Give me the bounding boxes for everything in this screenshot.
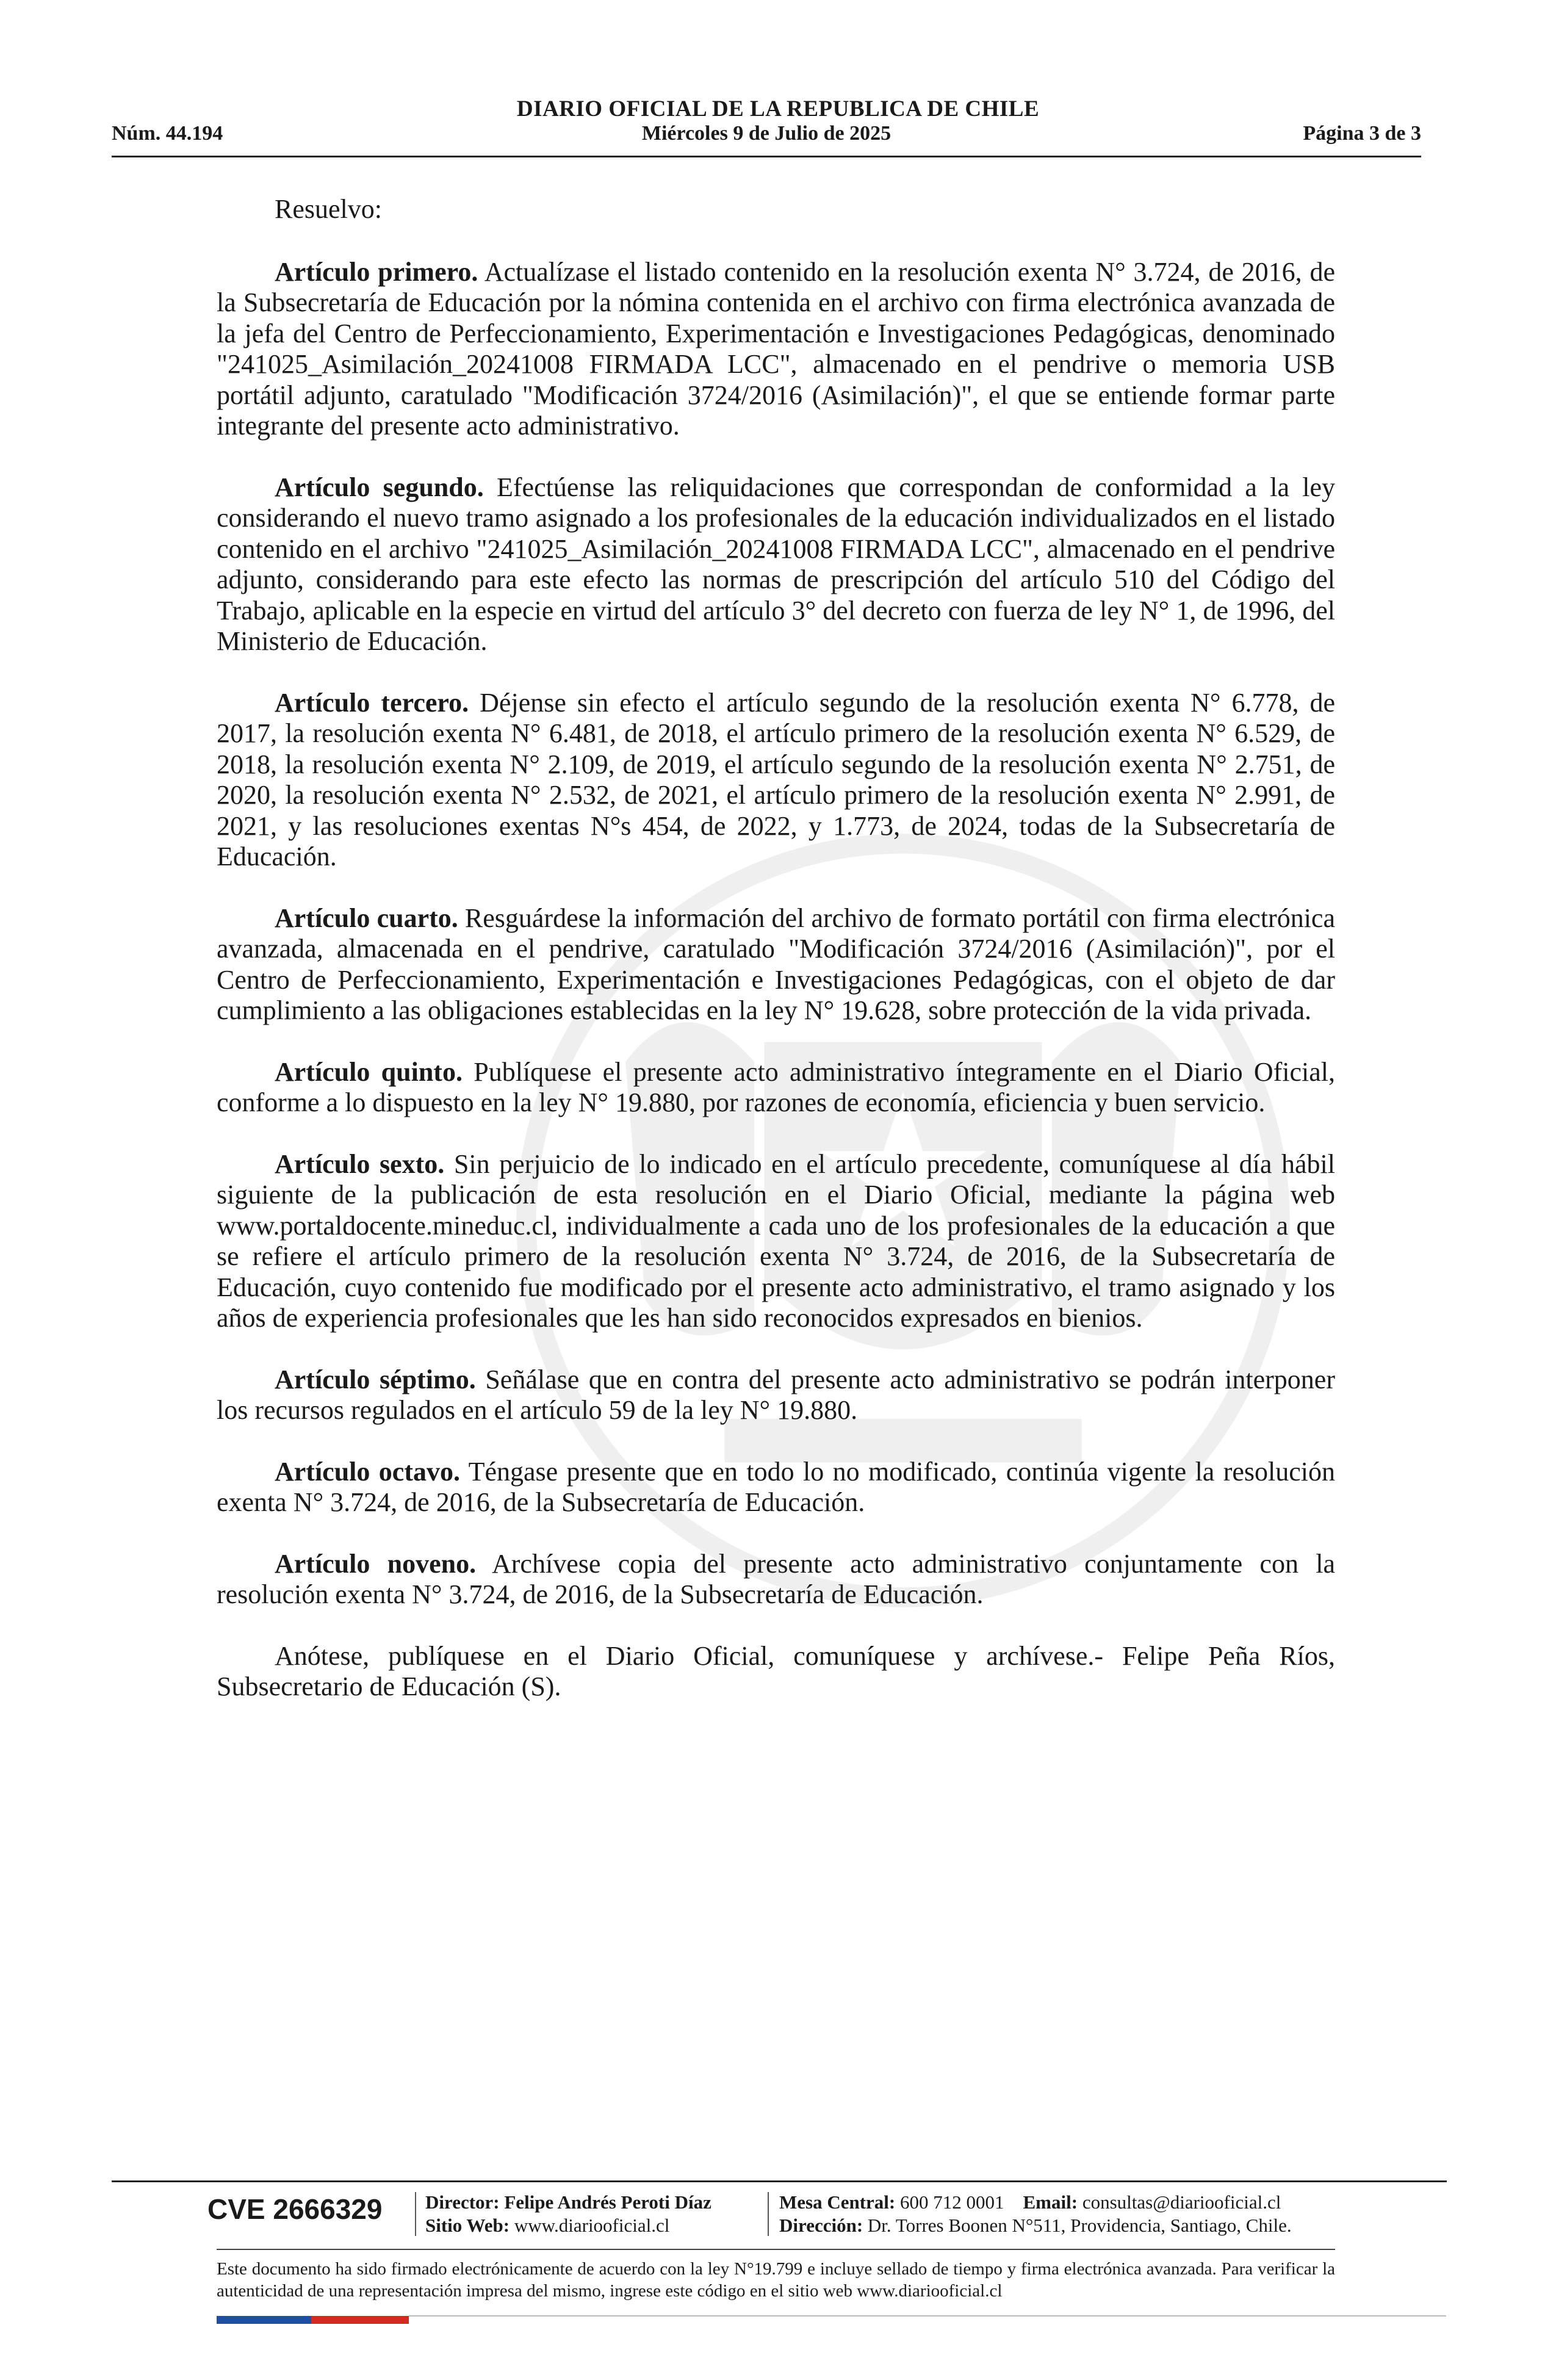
article-heading: Artículo séptimo. xyxy=(275,1364,476,1394)
resolution-body xyxy=(217,194,1335,1733)
article-text: Déjense sin efecto el artículo segundo de la resolución exenta N° 6.778, de 2017, la resolución exenta N° 6.481, de 2018, el artículo primero de la resolución exenta N° 6.529, de 2018, la resolución exenta N° 2.109, de 2019, el artículo segundo de la resolución exenta N° 2.751, de 2020, la resolución exenta N° 2.532, de 2021, el artículo primero de la resolución exenta N° 2.991, de 2021, y las resoluciones exentas N°s 454, de 2022, y 1.773, de 2024, todas de la Subsecretaría de Educación. xyxy=(217,687,1335,871)
header-row xyxy=(112,122,1421,149)
article-heading: Artículo primero. xyxy=(275,256,478,287)
flag-blue-segment xyxy=(217,2316,311,2324)
article-paragraph xyxy=(217,903,1335,1026)
article-text: Señálase que en contra del presente acto administrativo se podrán interponer los recursos regulados en el artículo 59 de la ley N° 19.880. xyxy=(217,1364,1335,1425)
resuelvo-label: Resuelvo: xyxy=(275,194,382,224)
director-label: Director: xyxy=(425,2191,500,2213)
footer-note-divider xyxy=(217,2249,1335,2250)
issue-date: Miércoles 9 de Julio de 2025 xyxy=(641,122,891,145)
article-paragraph xyxy=(217,472,1335,657)
article-heading: Artículo noveno. xyxy=(275,1548,477,1579)
director-line xyxy=(425,2191,711,2214)
phone-number: 600 712 0001 xyxy=(900,2191,1004,2213)
footer-contact-block xyxy=(779,2191,1292,2237)
address-label: Dirección: xyxy=(779,2215,863,2236)
contact-line xyxy=(779,2191,1292,2214)
article-paragraph xyxy=(217,1365,1335,1426)
article-heading: Artículo cuarto. xyxy=(275,903,458,933)
article-paragraph xyxy=(217,1057,1335,1119)
email-link[interactable]: consultas@diariooficial.cl xyxy=(1082,2191,1281,2213)
cve-code: CVE 2666329 xyxy=(207,2193,383,2225)
website-link[interactable]: www.diariooficial.cl xyxy=(514,2215,670,2236)
article-heading: Artículo octavo. xyxy=(275,1456,460,1487)
footer-bottom-rule xyxy=(409,2315,1446,2317)
article-paragraph xyxy=(217,688,1335,873)
website-line xyxy=(425,2214,711,2237)
footer-separator xyxy=(768,2192,769,2236)
address-value: Dr. Torres Boonen N°511, Providencia, Santiago, Chile. xyxy=(867,2215,1292,2236)
page-number: Página 3 de 3 xyxy=(1303,122,1421,145)
director-name: Felipe Andrés Peroti Díaz xyxy=(504,2191,711,2213)
article-text: Publíquese el presente acto administrativo íntegramente en el Diario Oficial, conforme a lo dispuesto en la ley N° 19.880, por razones de economía, eficiencia y buen servicio. xyxy=(217,1056,1335,1117)
article-heading: Artículo quinto. xyxy=(275,1056,463,1087)
article-heading: Artículo segundo. xyxy=(275,472,484,502)
article-paragraph xyxy=(217,1149,1335,1334)
footer-separator xyxy=(415,2192,416,2236)
flag-red-segment xyxy=(311,2316,409,2324)
article-text: Archívese copia del presente acto administrativo conjuntamente con la resolución exenta N° 3.724, de 2016, de la Subsecretaría de Educación. xyxy=(217,1548,1335,1609)
article-paragraph xyxy=(217,1457,1335,1518)
article-heading: Artículo tercero. xyxy=(275,687,469,718)
signature-note: Este documento ha sido firmado electrónicamente de acuerdo con la ley N°19.799 e incluye sellado de tiempo y firma electrónica avanzada. Para verificar la autenticidad de una representación impresa del mismo, ingrese este código en el sitio web www.diariooficial.cl xyxy=(217,2259,1335,2301)
footer-director-block xyxy=(425,2191,711,2237)
closing-paragraph: Anótese, publíquese en el Diario Oficial, comuníquese y archívese.- Felipe Peña Ríos, Subsecretario de Educación (S). xyxy=(217,1640,1335,1701)
issue-number: Núm. 44.194 xyxy=(112,122,223,145)
article-paragraph xyxy=(217,1549,1335,1610)
article-heading: Artículo sexto. xyxy=(275,1149,445,1179)
website-label: Sitio Web: xyxy=(425,2215,510,2236)
footer-divider xyxy=(112,2180,1447,2182)
flag-color-bar xyxy=(217,2316,409,2324)
article-text: Téngase presente que en todo lo no modificado, continúa vigente la resolución exenta N° 3.724, de 2016, de la Subsecretaría de Educación. xyxy=(217,1456,1335,1517)
address-line xyxy=(779,2214,1292,2237)
article-text: Efectúense las reliquidaciones que correspondan de conformidad a la ley considerando el nuevo tramo asignado a los profesionales de la educación individualizados en el listado contenido en el archivo "241025_Asimilación_20241008 FIRMADA LCC", almacenado en el pendrive adjunto, considerando para este efecto las normas de prescripción del artículo 510 del Código del Trabajo, aplicable en la especie en virtud del artículo 3° del decreto con fuerza de ley N° 1, de 1996, del Ministerio de Educación. xyxy=(217,472,1335,656)
newspaper-title: DIARIO OFICIAL DE LA REPUBLICA DE CHILE xyxy=(516,96,1040,121)
article-text: Resguárdese la información del archivo de formato portátil con firma electrónica avanzada, almacenada en el pendrive, caratulado "Modificación 3724/2016 (Asimilación)", por el Centro de Perfeccionamiento, Experimentación e Investigaciones Pedagógicas, con el objeto de dar cumplimiento a las obligaciones establecidas en la ley N° 19.628, sobre protección de la vida privada. xyxy=(217,903,1335,1025)
article-text: Sin perjuicio de lo indicado en el artículo precedente, comuníquese al día hábil siguiente de la publicación de esta resolución en el Diario Oficial, mediante la página web www.portaldocente.mineduc.cl, individualmente a cada uno de los profesionales de la educación a que se refiere el artículo primero de la resolución exenta N° 3.724, de 2016, de la Subsecretaría de Educación, cuyo contenido fue modificado por el presente acto administrativo, el tramo asignado y los años de experiencia profesionales que les han sido reconocidos expresados en bienios. xyxy=(217,1149,1335,1333)
email-label: Email: xyxy=(1023,2191,1078,2213)
phone-label: Mesa Central: xyxy=(779,2191,896,2213)
article-paragraph xyxy=(217,257,1335,442)
header-divider xyxy=(112,156,1421,157)
article-text: Actualízase el listado contenido en la resolución exenta N° 3.724, de 2016, de la Subsecretaría de Educación por la nómina contenida en el archivo con firma electrónica avanzada de la jefa del Centro de Perfeccionamiento, Experimentación e Investigaciones Pedagógicas, denominado "241025_Asimilación_20241008 FIRMADA LCC", almacenado en el pendrive o memoria USB portátil adjunto, caratulado "Modificación 3724/2016 (Asimilación)", el que se entiende formar parte integrante del presente acto administrativo. xyxy=(217,256,1336,441)
